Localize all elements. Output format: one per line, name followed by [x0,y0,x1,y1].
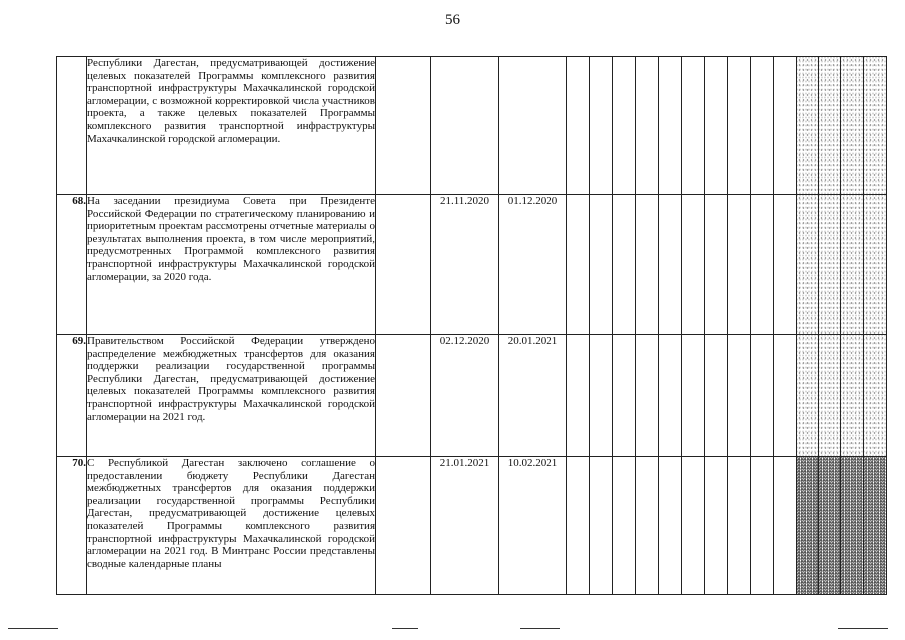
row-number: 69. [57,335,87,457]
month-cell-shaded [841,335,864,457]
month-cell [613,57,636,195]
start-date: 21.01.2021 [431,457,499,595]
month-cell-shaded [841,457,864,595]
month-cell [567,457,590,595]
month-cell-shaded [841,57,864,195]
month-cell [751,335,774,457]
month-cell-shaded [819,457,841,595]
row-number: 68. [57,195,87,335]
month-cell-shaded [819,57,841,195]
start-date: 02.12.2020 [431,335,499,457]
month-cell-shaded [864,195,887,335]
empty-cell [376,335,431,457]
row-description: С Республикой Дагестан заключено соглашение о предоставлении бюджету Республики Дагестан межбюджетных трансфертов для оказания поддержки реализации государственной программы Республики Дагестан, предусматривающей достижение целевых показателей Программы комплексного развития транспортной инфраструктуры Махачкалинской городской агломерации на 2021 год. В Минтранс России представлены сводные календарные планы [87,457,376,595]
scan-edge-line [8,628,58,629]
month-cell [682,195,705,335]
month-cell [751,195,774,335]
month-cell-shaded [864,335,887,457]
end-date: 20.01.2021 [499,335,567,457]
empty-cell [376,57,431,195]
month-cell [705,457,728,595]
month-cell [705,57,728,195]
month-cell [590,335,613,457]
month-cell [567,195,590,335]
month-cell-shaded [864,457,887,595]
month-cell-shaded [819,335,841,457]
month-cell-shaded [797,457,819,595]
month-cell [659,57,682,195]
month-cell-shaded [797,195,819,335]
end-date: 01.12.2020 [499,195,567,335]
month-cell [613,195,636,335]
month-cell [636,335,659,457]
empty-cell [376,457,431,595]
row-description: На заседании президиума Совета при Президенте Российской Федерации по стратегическому планированию и приоритетным проектам рассмотрены отчетные материалы о результатах выполнения проекта, в том числе мероприятий, предусмотренных Программой комплексного развития транспортной инфраструктуры Махачкалинской городской агломерации, за 2020 года. [87,195,376,335]
month-cell [682,335,705,457]
month-cell [751,457,774,595]
month-cell [567,335,590,457]
month-cell-shaded [841,195,864,335]
month-cell [728,195,751,335]
month-cell [728,457,751,595]
page-number: 56 [445,12,460,28]
month-cell-shaded [797,335,819,457]
month-cell [590,57,613,195]
month-cell [636,57,659,195]
month-cell [705,195,728,335]
month-cell [751,57,774,195]
month-cell [659,335,682,457]
month-cell [636,457,659,595]
month-cell [590,195,613,335]
month-cell [682,457,705,595]
month-cell [613,335,636,457]
table-row [57,457,887,595]
month-cell [774,335,797,457]
month-cell [774,457,797,595]
month-cell [728,57,751,195]
row-description: Правительством Российской Федерации утверждено распределение межбюджетных трансфертов для оказания поддержки реализации государственной программы Республики Дагестан, предусматривающей достижение целевых показателей Программы комплексного развития транспортной инфраструктуры Махачкалинской городской агломерации на 2021 год. [87,335,376,457]
plan-table [56,56,887,595]
start-date: 21.11.2020 [431,195,499,335]
row-description: Республики Дагестан, предусматривающей достижение целевых показателей Программы комплексного развития транспортной инфраструктуры Махачкалинской городской агломерации, с возможной корректировкой числа участников проекта, а также целевых показателей Программы комплексного развития транспортной инфраструктуры Махачкалинской городской агломерации. [87,57,376,195]
scan-edge-line [392,628,418,629]
end-date: 10.02.2021 [499,457,567,595]
month-cell [659,195,682,335]
month-cell-shaded [797,57,819,195]
row-number [57,57,87,195]
end-date [499,57,567,195]
scan-edge-line [838,628,888,629]
month-cell [705,335,728,457]
table-row [57,57,887,195]
month-cell [567,57,590,195]
month-cell [774,195,797,335]
row-number: 70. [57,457,87,595]
month-cell [590,457,613,595]
month-cell [728,335,751,457]
month-cell [774,57,797,195]
month-cell-shaded [864,57,887,195]
month-cell [613,457,636,595]
month-cell [682,57,705,195]
scan-edge-line [520,628,560,629]
table-row [57,335,887,457]
empty-cell [376,195,431,335]
month-cell [636,195,659,335]
table-row [57,195,887,335]
month-cell-shaded [819,195,841,335]
month-cell [659,457,682,595]
start-date [431,57,499,195]
